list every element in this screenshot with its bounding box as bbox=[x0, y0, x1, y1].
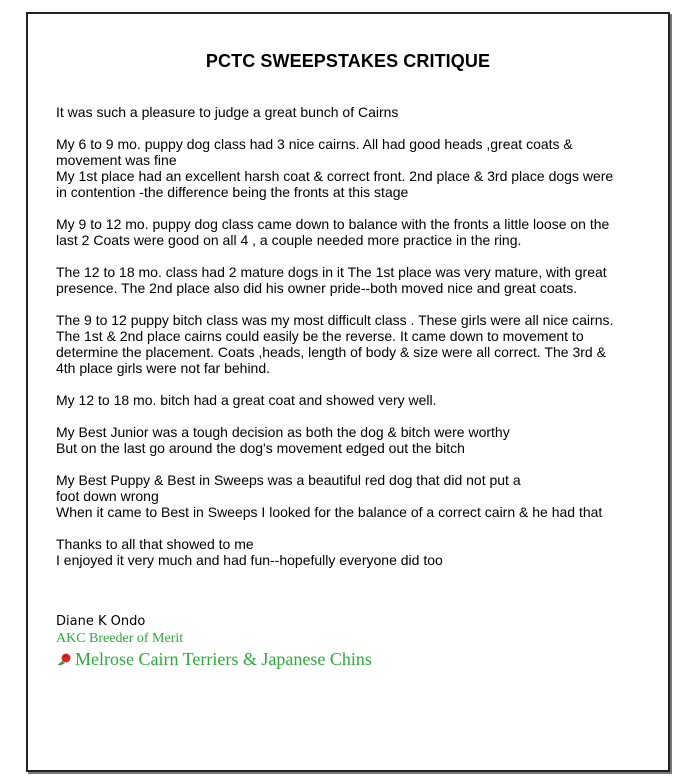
text-line: foot down wrong bbox=[56, 488, 159, 504]
text-line: My 12 to 18 mo. bitch had a great coat and showed very well. bbox=[56, 392, 437, 408]
text-line: last 2 Coats were good on all 4 , a couple needed more practice in the ring. bbox=[56, 232, 522, 248]
document-frame bbox=[26, 12, 670, 772]
paragraph-intro bbox=[56, 104, 651, 120]
text-line: 4th place girls were not far behind. bbox=[56, 360, 271, 376]
signature-name: Diane K Ondo bbox=[56, 614, 146, 629]
text-line: When it came to Best in Sweeps I looked for the balance of a correct cairn & he had that bbox=[56, 504, 603, 520]
text-line: I enjoyed it very much and had fun--hopefully everyone did too bbox=[56, 552, 443, 568]
text-line: Thanks to all that showed to me bbox=[56, 536, 254, 552]
text-line: movement was fine bbox=[56, 152, 177, 168]
document-body bbox=[56, 104, 651, 584]
text-line: My Best Junior was a tough decision as both the dog & bitch were worthy bbox=[56, 424, 510, 440]
text-line: in contention -the difference being the fronts at this stage bbox=[56, 184, 409, 200]
document-title: PCTC SWEEPSTAKES CRITIQUE bbox=[205, 51, 491, 71]
paragraph-thanks bbox=[56, 536, 651, 568]
text-line: The 9 to 12 puppy bitch class was my most difficult class . These girls were all nice cairns. bbox=[56, 312, 614, 328]
paragraph-9-12-puppy-bitch bbox=[56, 312, 651, 376]
text-line: The 1st & 2nd place cairns could easily be the reverse. It came down to movement to bbox=[56, 328, 584, 344]
paragraph-best-junior bbox=[56, 424, 651, 456]
text-line: My Best Puppy & Best in Sweeps was a beautiful red dog that did not put a bbox=[56, 472, 521, 488]
text-line: It was such a pleasure to judge a great bunch of Cairns bbox=[56, 104, 399, 120]
paragraph-9-12-puppy-dog bbox=[56, 216, 651, 248]
rose-icon bbox=[56, 651, 74, 667]
paragraph-12-18-bitch bbox=[56, 392, 651, 408]
kennel-name-line bbox=[56, 648, 372, 670]
text-line: But on the last go around the dog's movement edged out the bitch bbox=[56, 440, 465, 456]
text-line: My 6 to 9 mo. puppy dog class had 3 nice cairns. All had good heads ,great coats & bbox=[56, 136, 573, 152]
paragraph-12-18-dog bbox=[56, 264, 651, 296]
text-line: My 9 to 12 mo. puppy dog class came down to balance with the fronts a little loose on the bbox=[56, 216, 610, 232]
text-line: My 1st place had an excellent harsh coat & correct front. 2nd place & 3rd place dogs were bbox=[56, 168, 614, 184]
signature-block bbox=[56, 614, 372, 670]
paragraph-best-puppy bbox=[56, 472, 651, 520]
text-line: The 12 to 18 mo. class had 2 mature dogs in it The 1st place was very mature, with great bbox=[56, 264, 607, 280]
paragraph-6-9-puppy-dog bbox=[56, 136, 651, 200]
kennel-name: Melrose Cairn Terriers & Japanese Chins bbox=[75, 649, 372, 669]
text-line: presence. The 2nd place also did his owner pride--both moved nice and great coats. bbox=[56, 280, 578, 296]
text-line: determine the placement. Coats ,heads, length of body & size were all correct. The 3rd & bbox=[56, 344, 606, 360]
breeder-title: AKC Breeder of Merit bbox=[56, 631, 184, 646]
